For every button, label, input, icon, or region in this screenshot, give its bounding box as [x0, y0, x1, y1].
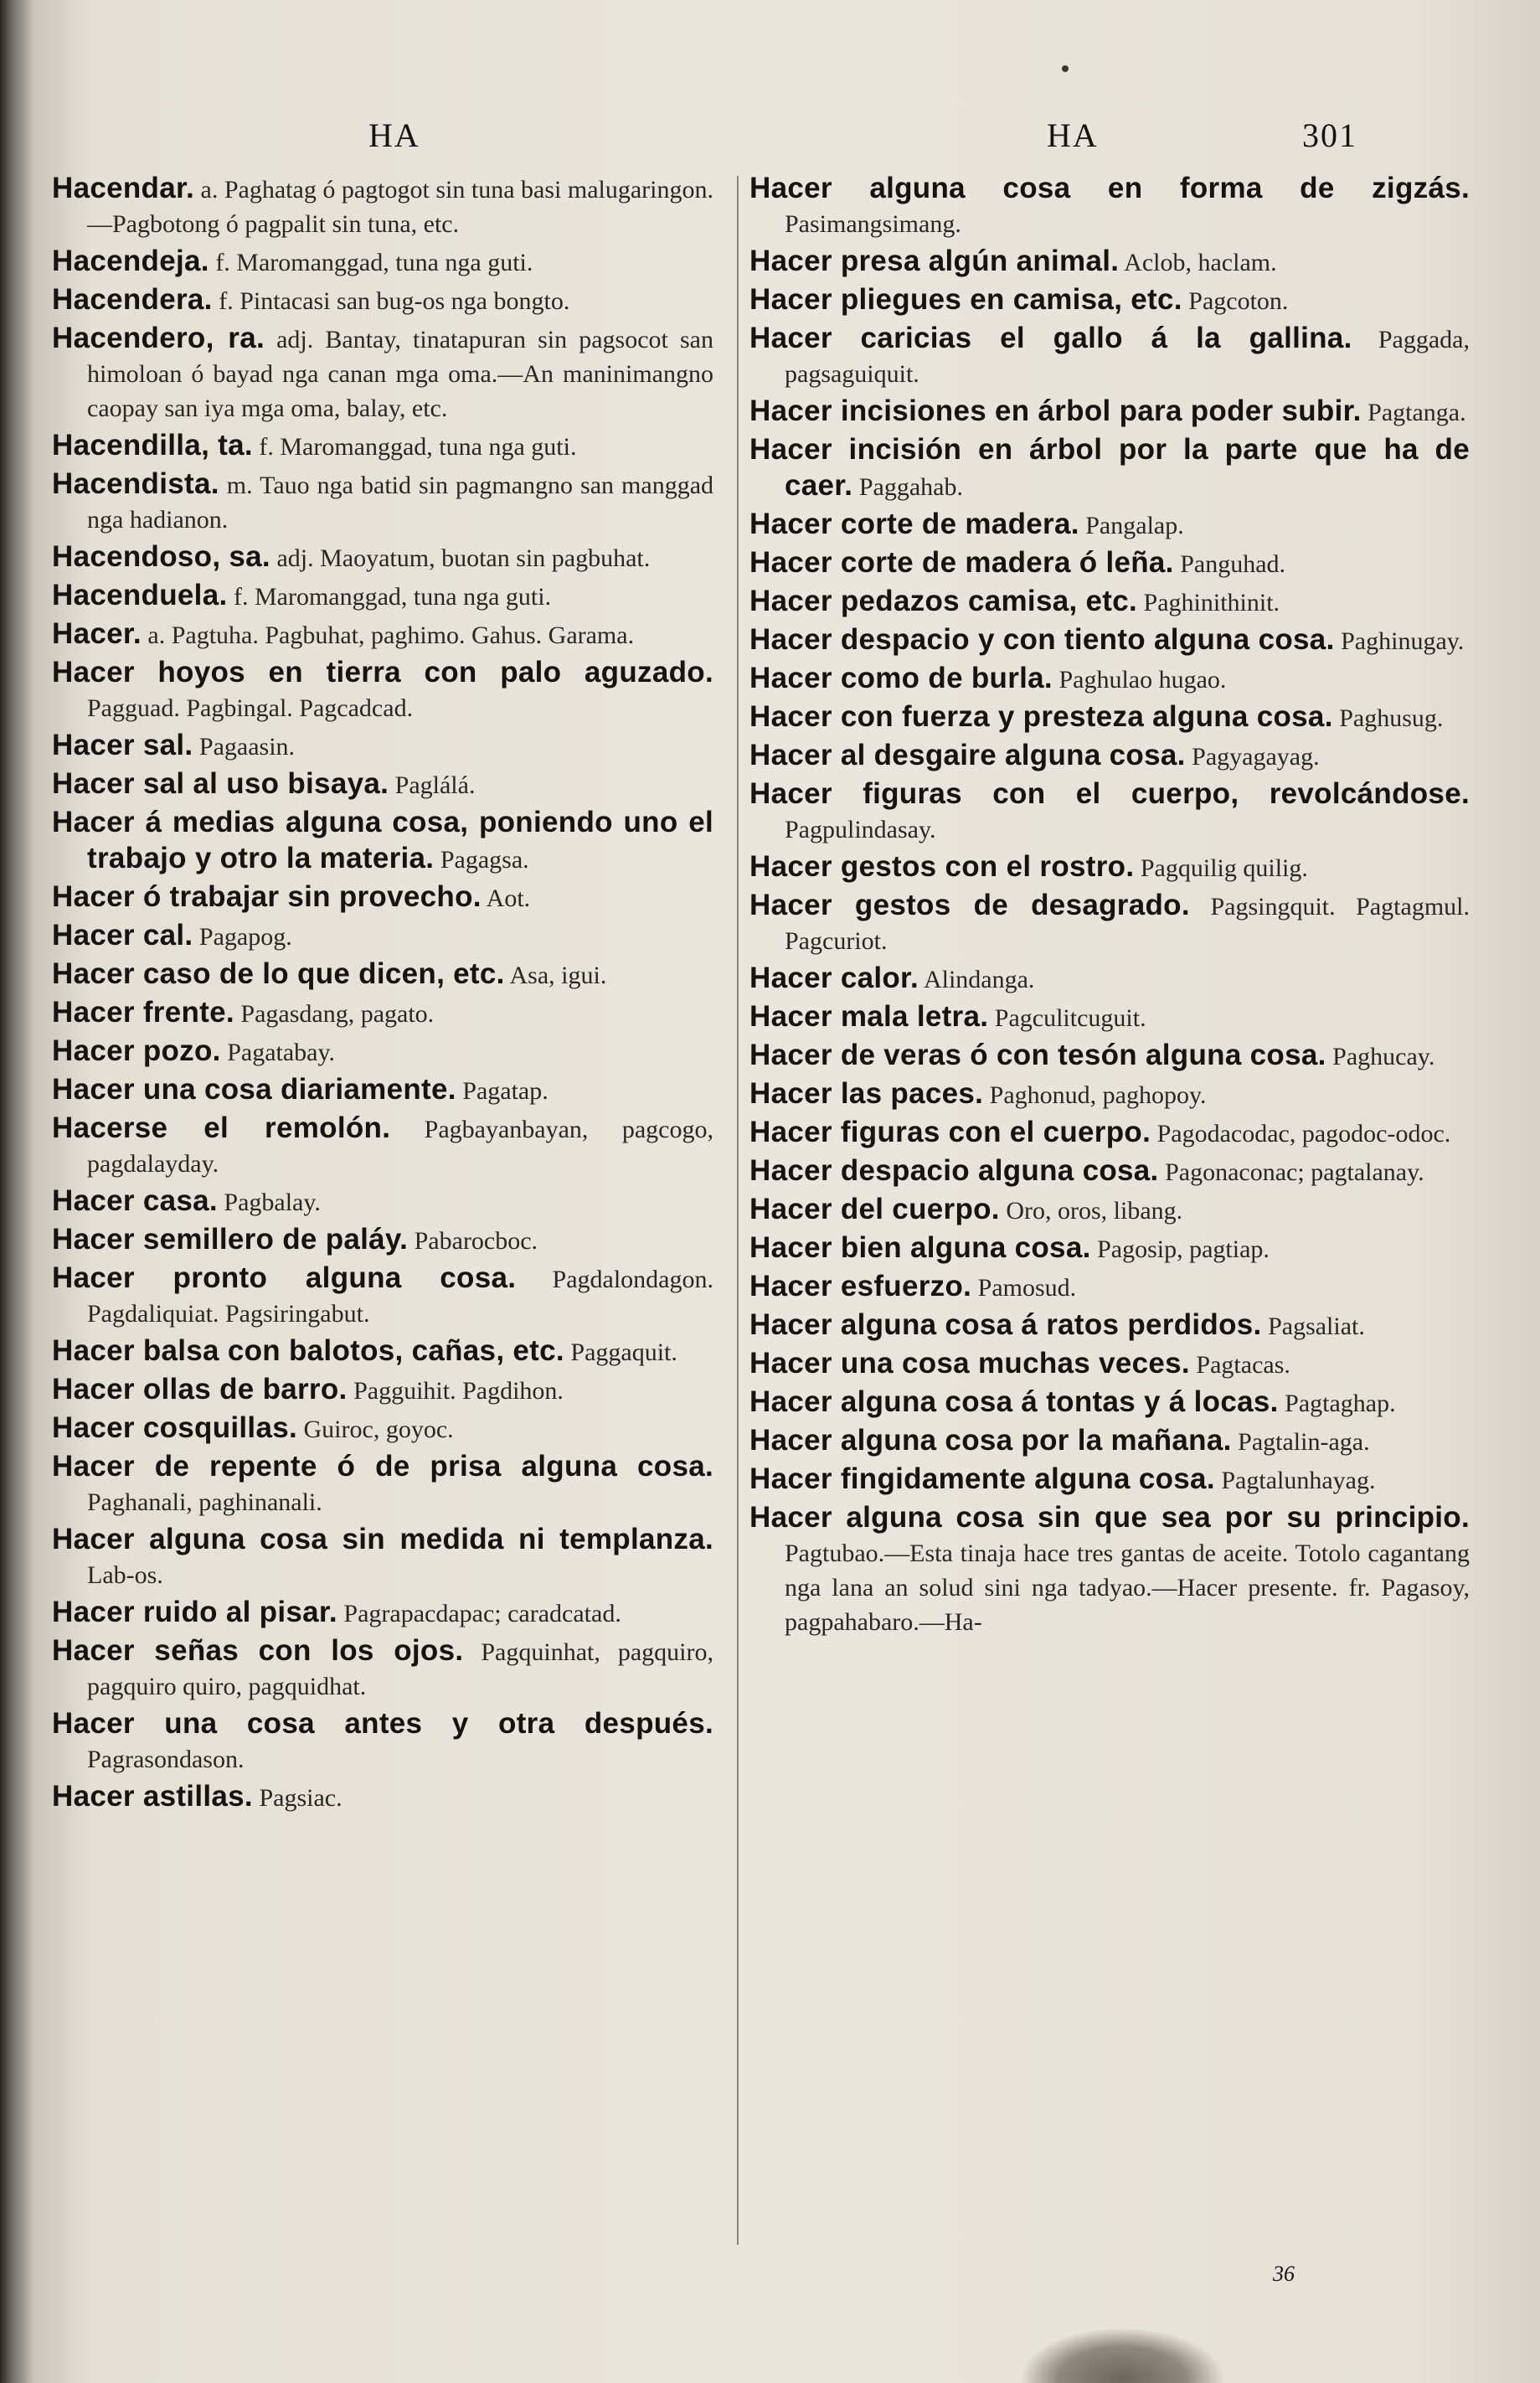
entry-headword: Hacer frente.: [52, 996, 234, 1029]
running-head-left: HA: [368, 116, 420, 154]
entry-headword: Hacer bien alguna cosa.: [749, 1231, 1091, 1264]
entry-definition: Panguhad.: [1180, 550, 1286, 578]
entry-definition: Paghusug.: [1339, 704, 1444, 732]
entry-headword: Hacendeja.: [52, 245, 209, 277]
entry-definition: Pagdalondagon. Pagdaliquiat. Pagsiringabut.: [87, 1266, 713, 1328]
entry-definition: Pagtalin-aga.: [1238, 1428, 1370, 1456]
entry-definition: Paggada, pagsaguiquit.: [785, 326, 1470, 388]
entry-definition: m. Tauo nga batid sin pagmangno san manggad nga hadianon.: [87, 472, 713, 534]
entry-definition: Pagrasondason.: [87, 1746, 245, 1773]
entry-headword: Hacer como de burla.: [749, 662, 1053, 694]
dictionary-entry: [749, 244, 1470, 280]
entry-headword: Hacer señas con los ojos.: [52, 1634, 464, 1667]
entry-definition: Pagpulindasay.: [785, 816, 936, 843]
entry-definition: Alindanga.: [923, 966, 1035, 993]
entry-definition: Paghinithinit.: [1143, 589, 1280, 616]
entry-headword: Hacer alguna cosa sin que sea por su principio.: [749, 1501, 1470, 1534]
left-column: [52, 171, 713, 2265]
dictionary-entry: [52, 1072, 713, 1108]
thumb-shadow: [1022, 2329, 1223, 2383]
dictionary-entry: [749, 1038, 1470, 1074]
dictionary-entry: [52, 655, 713, 725]
entry-headword: Hacer al desgaire alguna cosa.: [749, 739, 1186, 771]
entry-definition: Pagsaliat.: [1268, 1313, 1365, 1340]
entry-definition: Pagatabay.: [227, 1039, 336, 1066]
entry-headword: Hacer balsa con balotos, cañas, etc.: [52, 1334, 564, 1367]
dictionary-entry: [52, 918, 713, 954]
entry-headword: Hacer alguna cosa en forma de zigzás.: [749, 172, 1470, 204]
entry-headword: Hacerse el remolón.: [52, 1112, 391, 1144]
dictionary-entry: [749, 849, 1470, 885]
entry-headword: Hacer alguna cosa por la mañana.: [749, 1424, 1232, 1457]
entry-headword: Hacer cosquillas.: [52, 1411, 298, 1444]
dictionary-entry: [52, 1411, 713, 1447]
entry-headword: Hacer á medias alguna cosa, poniendo uno el trabajo y otro la materia.: [52, 806, 713, 874]
entry-definition: Asa, igui.: [509, 962, 607, 989]
entry-definition: a. Pagtuha. Pagbuhat, paghimo. Gahus. Garama.: [147, 622, 635, 649]
entry-definition: Paggahab.: [858, 473, 963, 501]
entry-headword: Hacer caso de lo que dicen, etc.: [52, 957, 505, 990]
dictionary-entry: [749, 888, 1470, 958]
entry-headword: Hacendar.: [52, 172, 195, 204]
entry-definition: Pagsiac.: [259, 1784, 343, 1812]
entry-definition: Pagagsa.: [440, 846, 529, 874]
entry-headword: Hacer las paces.: [749, 1077, 984, 1110]
entry-headword: Hacer con fuerza y presteza alguna cosa.: [749, 700, 1333, 733]
signature-mark: 36: [1273, 2262, 1295, 2286]
entry-definition: Pagculitcuguit.: [994, 1004, 1146, 1032]
entry-definition: adj. Maoyatum, buotan sin pagbuhat.: [276, 544, 651, 572]
dictionary-entry: [52, 879, 713, 916]
entry-definition: Pasimangsimang.: [785, 210, 961, 238]
dictionary-entry: [52, 1706, 713, 1777]
entry-definition: Pagodacodac, pagodoc-odoc.: [1156, 1120, 1451, 1148]
dictionary-entry: [749, 1192, 1470, 1228]
dictionary-entry: [52, 766, 713, 802]
dictionary-entry: [749, 394, 1470, 430]
entry-headword: Hacer ruido al pisar.: [52, 1596, 337, 1628]
entry-headword: Hacer fingidamente alguna cosa.: [749, 1462, 1215, 1495]
entry-headword: Hacer pozo.: [52, 1034, 221, 1067]
entry-headword: Hacer caricias el gallo á la gallina.: [749, 322, 1352, 354]
entry-definition: Pagrapacdapac; caradcatad.: [343, 1600, 621, 1627]
entry-headword: Hacer corte de madera.: [749, 508, 1079, 540]
entry-headword: Hacer pedazos camisa, etc.: [749, 585, 1138, 617]
dictionary-entry: [52, 957, 713, 993]
dictionary-entry: [52, 1261, 713, 1331]
entry-definition: Pangalap.: [1085, 512, 1184, 539]
entry-definition: Paghucay.: [1332, 1043, 1435, 1070]
entry-headword: Hacer cal.: [52, 919, 193, 952]
dictionary-entry: [749, 282, 1470, 318]
entry-definition: Pagbalay.: [224, 1189, 321, 1216]
dictionary-entry: [749, 1269, 1470, 1305]
entry-definition: Pagasdang, pagato.: [240, 1000, 435, 1028]
dictionary-entry: [52, 321, 713, 426]
dictionary-entry: [749, 545, 1470, 581]
entry-definition: Pagguihit. Pagdihon.: [353, 1377, 564, 1405]
entry-headword: Hacer sal al uso bisaya.: [52, 767, 389, 800]
entry-headword: Hacer ó trabajar sin provecho.: [52, 880, 482, 913]
entry-definition: adj. Bantay, tinatapuran sin pagsocot san himoloan ó bayad nga canan mga oma.—An maninimangno caopay san iya mga oma, balay, etc.: [87, 326, 713, 422]
dictionary-entry: [749, 999, 1470, 1035]
dictionary-entry: [749, 1153, 1470, 1189]
dictionary-entry: [749, 776, 1470, 847]
entry-definition: Aclob, haclam.: [1124, 249, 1277, 276]
dictionary-entry: [52, 1522, 713, 1592]
dictionary-entry: [52, 1633, 713, 1704]
entry-definition: Lab-os.: [87, 1561, 163, 1589]
entry-definition: Pagguad. Pagbingal. Pagcadcad.: [87, 694, 414, 722]
entry-headword: Hacer corte de madera ó leña.: [749, 546, 1174, 579]
entry-definition: Pagonaconac; pagtalanay.: [1165, 1158, 1424, 1186]
column-divider: [737, 176, 739, 2245]
entry-definition: Guiroc, goyoc.: [303, 1416, 454, 1443]
entry-headword: Hacer mala letra.: [749, 1000, 989, 1033]
entry-headword: Hacer figuras con el cuerpo, revolcándose.: [749, 777, 1470, 810]
entry-definition: Pagyagayag.: [1192, 743, 1320, 771]
dictionary-entry: [52, 171, 713, 241]
entry-headword: Hacer astillas.: [52, 1780, 253, 1813]
dictionary-entry: [749, 661, 1470, 697]
entry-definition: Pagquinhat, pagquiro, pagquiro quiro, pagquidhat.: [87, 1638, 713, 1700]
entry-headword: Hacer del cuerpo.: [749, 1193, 1000, 1225]
entry-headword: Hacer presa algún animal.: [749, 245, 1120, 277]
entry-definition: Paghonud, paghopoy.: [989, 1081, 1207, 1109]
dictionary-entry: [52, 1333, 713, 1369]
entry-headword: Hacer alguna cosa á tontas y á locas.: [749, 1385, 1279, 1418]
entry-headword: Hacer de repente ó de prisa alguna cosa.: [52, 1450, 713, 1483]
running-head-right: HA: [1047, 116, 1099, 154]
entry-definition: Oro, oros, libang.: [1006, 1197, 1183, 1225]
entry-headword: Hacer casa.: [52, 1184, 218, 1217]
entry-headword: Hacenduela.: [52, 579, 228, 611]
entry-definition: Pagtubao.—Esta tinaja hace tres gantas de aceite. Totolo cagantang nga lana an solud sini nga tadyao.—Hacer presente. fr. Pagasoy, pagpahabaro.—Ha-: [785, 1540, 1470, 1636]
entry-definition: f. Maromanggad, tuna nga guti.: [215, 249, 533, 276]
entry-headword: Hacer despacio alguna cosa.: [749, 1154, 1159, 1187]
dictionary-entry: [52, 1184, 713, 1220]
entry-headword: Hacer alguna cosa sin medida ni templanza.: [52, 1523, 713, 1555]
dictionary-entry: [749, 961, 1470, 997]
entry-definition: Paggaquit.: [570, 1339, 677, 1366]
entry-headword: Hacer incisiones en árbol para poder subir.: [749, 395, 1362, 427]
dictionary-entry: [749, 699, 1470, 735]
entry-definition: Pagquilig quilig.: [1140, 854, 1308, 882]
dictionary-entry: [52, 995, 713, 1031]
dictionary-entry: [52, 1111, 713, 1181]
entry-definition: f. Maromanggad, tuna nga guti.: [234, 583, 552, 611]
dictionary-entry: [52, 1034, 713, 1070]
dictionary-entry: [749, 1462, 1470, 1498]
entry-headword: Hacendoso, sa.: [52, 540, 270, 573]
entry-definition: Paghanali, paghinanali.: [87, 1488, 322, 1516]
dictionary-entry: [52, 1779, 713, 1815]
entry-headword: Hacer de veras ó con tesón alguna cosa.: [749, 1039, 1326, 1071]
dictionary-entry: [749, 1385, 1470, 1421]
entry-headword: Hacer incisión en árbol por la parte que ha de caer.: [749, 433, 1470, 502]
entry-definition: Pagtacas.: [1196, 1351, 1290, 1379]
entry-headword: Hacendero, ra.: [52, 322, 265, 354]
entry-headword: Hacer una cosa diariamente.: [52, 1073, 456, 1106]
entry-headword: Hacendera.: [52, 283, 213, 316]
dictionary-entry: [749, 738, 1470, 774]
entry-headword: Hacer una cosa antes y otra después.: [52, 1707, 713, 1740]
dictionary-entry: [52, 282, 713, 318]
entry-definition: Pagaasin.: [198, 733, 296, 761]
entry-definition: Pagtaghap.: [1285, 1390, 1396, 1417]
entry-definition: Pagtalunhayag.: [1221, 1467, 1376, 1494]
dictionary-entry: [749, 584, 1470, 620]
dictionary-entry: [52, 467, 713, 537]
entry-headword: Hacer gestos de desagrado.: [749, 889, 1190, 921]
dictionary-entry: [52, 539, 713, 575]
dictionary-entry: [52, 1372, 713, 1408]
dictionary-entry: [749, 432, 1470, 504]
entry-definition: a. Paghatag ó pagtogot sin tuna basi malugaringon.—Pagbotong ó pagpalit sin tuna, etc.: [87, 176, 713, 238]
print-speck: [1062, 65, 1069, 72]
entry-definition: f. Maromanggad, tuna nga guti.: [259, 433, 577, 461]
entry-definition: Pagbayanbayan, pagcogo, pagdalayday.: [87, 1116, 713, 1178]
entry-definition: Aot.: [486, 885, 531, 912]
right-column: [749, 171, 1470, 2265]
entry-definition: Pagtanga.: [1367, 399, 1466, 426]
dictionary-entry: [749, 1308, 1470, 1344]
entry-headword: Hacer calor.: [749, 962, 919, 994]
page-number: 301: [1302, 116, 1357, 154]
dictionary-entry: [52, 244, 713, 280]
dictionary-entry: [749, 1423, 1470, 1459]
entry-definition: Pagcoton.: [1188, 287, 1289, 315]
dictionary-entry: [52, 1595, 713, 1631]
dictionary-entry: [52, 805, 713, 877]
entry-headword: Hacendilla, ta.: [52, 429, 253, 462]
entry-headword: Hacer figuras con el cuerpo.: [749, 1116, 1151, 1148]
entry-headword: Hacer pliegues en camisa, etc.: [749, 283, 1182, 316]
entry-headword: Hacer ollas de barro.: [52, 1373, 348, 1406]
entry-definition: Pagapog.: [198, 923, 292, 951]
dictionary-entry: [749, 1346, 1470, 1382]
dictionary-entry: [52, 1449, 713, 1519]
entry-headword: Hacer una cosa muchas veces.: [749, 1347, 1190, 1380]
entry-headword: Hacer semillero de paláy.: [52, 1223, 409, 1256]
dictionary-entry: [52, 616, 713, 652]
dictionary-entry: [749, 507, 1470, 543]
dictionary-entry: [749, 622, 1470, 658]
entry-headword: Hacer pronto alguna cosa.: [52, 1261, 517, 1294]
entry-headword: Hacer sal.: [52, 729, 193, 761]
dictionary-entry: [52, 428, 713, 464]
entry-headword: Hacendista.: [52, 467, 219, 500]
dictionary-entry: [749, 321, 1470, 391]
entry-headword: Hacer esfuerzo.: [749, 1270, 972, 1302]
entry-definition: Pamosud.: [977, 1274, 1077, 1302]
entry-headword: Hacer despacio y con tiento alguna cosa.: [749, 623, 1335, 656]
entry-definition: Pabarocboc.: [414, 1227, 538, 1255]
dictionary-entry: [52, 578, 713, 614]
entry-headword: Hacer gestos con el rostro.: [749, 850, 1135, 883]
entry-definition: Paglálá.: [394, 771, 476, 799]
dictionary-entry: [749, 1500, 1470, 1639]
dictionary-entry: [52, 1222, 713, 1258]
entry-definition: Pagatap.: [462, 1077, 549, 1105]
dictionary-entry: [749, 1230, 1470, 1266]
entry-definition: f. Pintacasi san bug-os nga bongto.: [219, 287, 570, 315]
dictionary-entry: [749, 1076, 1470, 1112]
dictionary-entry: [749, 171, 1470, 241]
entry-headword: Hacer.: [52, 617, 142, 650]
entry-definition: Paghulao hugao.: [1058, 666, 1227, 694]
dictionary-entry: [749, 1115, 1470, 1151]
entry-headword: Hacer alguna cosa á ratos perdidos.: [749, 1308, 1262, 1341]
entry-definition: Pagsingquit. Pagtagmul. Pagcuriot.: [785, 893, 1470, 955]
dictionary-entry: [52, 728, 713, 764]
entry-definition: Paghinugay.: [1341, 627, 1465, 655]
entry-headword: Hacer hoyos en tierra con palo aguzado.: [52, 656, 713, 689]
entry-definition: Pagosip, pagtiap.: [1097, 1235, 1270, 1263]
